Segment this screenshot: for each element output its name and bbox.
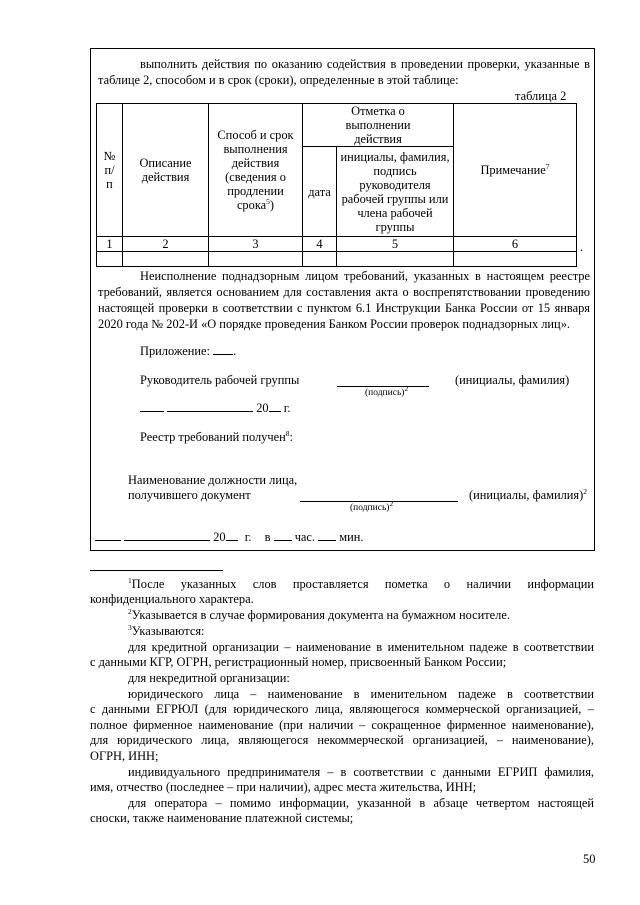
header-person: инициалы, фамилия, подпись руководителя рабочей группы или члена рабочей группы	[337, 147, 454, 237]
legal-line-5: ОГРН, ИНН;	[90, 749, 159, 763]
footnote-1-line-2: конфиденциального характера.	[90, 592, 254, 606]
received-text: Реестр требований получен	[140, 430, 286, 444]
num-cell-2: 2	[123, 237, 209, 252]
header-note	[454, 104, 577, 237]
num-cell-5: 5	[337, 237, 454, 252]
empty-cell	[337, 252, 454, 267]
head-initials: (инициалы, фамилия)	[455, 373, 570, 387]
header-num: № п/п	[97, 104, 123, 237]
appendix-blank	[213, 354, 233, 355]
footnote-separator	[90, 570, 223, 571]
appendix-line	[140, 344, 236, 359]
num-cell-1: 1	[97, 237, 123, 252]
header-method-sup: 5	[266, 196, 270, 206]
signature-caption-text: (подпись)	[365, 388, 405, 398]
footnote-2-num: 2	[128, 606, 132, 616]
receiver-caption-text: (подпись)	[350, 503, 390, 513]
rtime-min: мин.	[339, 530, 364, 544]
actions-table	[96, 103, 577, 267]
received-sup: 8	[285, 428, 290, 438]
table-end-dot: .	[580, 240, 584, 254]
header-method-tail: )	[269, 198, 275, 212]
received-label	[140, 430, 293, 445]
footnote-1-line-1	[128, 576, 594, 592]
footnote-1-text: После указанных слов проставляется пометка о наличии информации	[131, 577, 594, 591]
operator-line-1: для оператора – помимо информации, указанной в абзаце четвертом настоящей	[128, 796, 594, 810]
receiver-signature-line	[300, 489, 458, 502]
ip-line-1: индивидуального предпринимателя – в соответствии с данными ЕГРИП фамилия,	[128, 765, 594, 779]
receipt-datetime-line	[95, 530, 363, 545]
rtime-year-prefix: 20	[213, 530, 226, 544]
footnote-3-num: 3	[128, 622, 132, 632]
year-blank	[269, 411, 281, 412]
head-date-line	[140, 401, 291, 416]
footnote-2	[128, 607, 510, 623]
header-method	[209, 104, 303, 237]
head-signature-line	[337, 374, 429, 387]
empty-cell	[454, 252, 577, 267]
ryear-blank	[226, 540, 238, 541]
rtime-v: в	[264, 530, 271, 544]
legal-line-1: юридического лица – наименование в именительном падеже в соответствии	[128, 687, 594, 701]
num-cell-6: 6	[454, 237, 577, 252]
header-date: дата	[303, 147, 337, 237]
empty-cell	[97, 252, 123, 267]
num-cell-4: 4	[303, 237, 337, 252]
page-number: 50	[583, 852, 596, 866]
table-label: таблица 2	[515, 89, 567, 103]
footnote-1-mark	[128, 577, 594, 591]
received-colon: :	[289, 430, 293, 444]
header-note-text: Примечание	[480, 163, 546, 177]
receiver-caption-sup: 2	[389, 498, 394, 508]
group-head-label: Руководитель рабочей группы	[140, 373, 300, 387]
intro-text: выполнить действия по оказанию содействия в проведении проверки, указанные в таблице 2, способом и в срок (сроки), определенные в этой таблице:	[98, 57, 590, 87]
rtime-year-suffix: г.	[244, 530, 252, 544]
footnote-3	[128, 623, 204, 639]
receiver-initials-text: (инициалы, фамилия)	[469, 488, 584, 502]
rtime-hour: час.	[294, 530, 316, 544]
signature-caption-sup: 2	[404, 383, 409, 393]
year-prefix: 20	[256, 401, 269, 415]
ip-line-2: имя, отчество (последнее – при наличии), адрес места жительства, ИНН;	[90, 780, 477, 794]
header-note-sup: 7	[545, 161, 550, 171]
receiver-signature-caption	[350, 498, 394, 513]
head-signature-caption	[365, 383, 409, 398]
rmonth-blank	[124, 540, 210, 541]
num-cell-3: 3	[209, 237, 303, 252]
year-suffix: г.	[283, 401, 291, 415]
operator-line-2: сноски, также наименование платежной системы;	[90, 811, 354, 825]
receiver-initials	[469, 488, 587, 503]
credit-line-2: с данными КГР, ОГРН, регистрационный номер, присвоенный Банком России;	[90, 655, 507, 669]
legal-line-2: с данными ЕГРЮЛ (для юридического лица, являющегося коммерческой организацией, –	[90, 702, 594, 716]
month-blank	[167, 411, 253, 412]
appendix-label: Приложение:	[140, 344, 210, 358]
footnote-1-num: 1	[128, 575, 132, 585]
hour-blank	[274, 540, 292, 541]
receiver-initials-sup: 2	[583, 486, 587, 496]
footnote-3-text: Указываются:	[131, 624, 205, 638]
header-description: Описание действия	[123, 104, 209, 237]
credit-line-1: для кредитной организации – наименование в именительном падеже в соответствии	[128, 640, 594, 654]
empty-cell	[209, 252, 303, 267]
position-label-line-1: Наименование должности лица,	[128, 473, 298, 487]
header-method-text: Способ и срок выполнения действия (сведения о продлении срока	[217, 128, 294, 212]
appendix-tail: .	[233, 344, 237, 358]
header-completion-mark: Отметка о выполнении действия	[303, 104, 454, 147]
rday-blank	[95, 540, 121, 541]
noncredit-line: для некредитной организации:	[128, 671, 290, 685]
position-label-line-2: получившего документ	[128, 488, 251, 502]
footnote-2-text: Указывается в случае формирования документа на бумажном носителе.	[131, 608, 510, 622]
empty-cell	[123, 252, 209, 267]
noncompliance-paragraph: Неисполнение поднадзорным лицом требований, указанных в настоящем реестре требований, является основанием для составления акта о воспрепятствовании проведению настоящей проверки в соответствии с пунктом 6.1 Инструкции Банка России от 15 января 2020 года № 202-И «О порядке проведения Банком России проверок поднадзорных лиц».	[98, 269, 590, 331]
empty-cell	[303, 252, 337, 267]
day-blank	[140, 411, 164, 412]
intro-line-1	[98, 56, 590, 88]
minute-blank	[318, 540, 336, 541]
legal-line-4: для юридического лица, являющегося некоммерческой организацией, – наименование),	[90, 733, 594, 747]
legal-line-3: полное фирменное наименование (при наличии – сокращенное фирменное наименование),	[90, 718, 594, 732]
